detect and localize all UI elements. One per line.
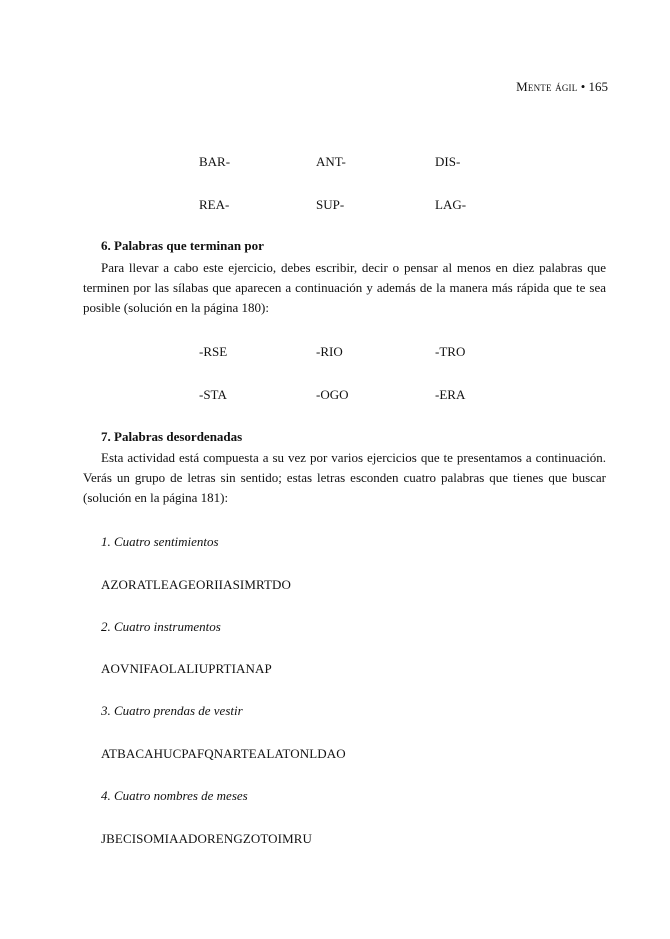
syllable: -STA [199, 387, 227, 402]
exercise-title: 1. Cuatro sentimientos [101, 534, 219, 549]
scrambled-letters: JBECISOMIAADORENGZOTOIMRU [101, 831, 312, 846]
syllable-row [0, 387, 670, 405]
syllable: -TRO [435, 344, 466, 359]
syllable: LAG- [435, 197, 467, 212]
scrambled-letters: ATBACAHUCPAFQNARTEALATONLDAO [101, 746, 346, 761]
header-separator: • [580, 79, 586, 94]
syllable: DIS- [435, 154, 461, 169]
syllable-row [0, 197, 670, 215]
exercise-title: 3. Cuatro prendas de vestir [101, 703, 243, 718]
exercise-title: 4. Cuatro nombres de meses [101, 788, 248, 803]
section-7-heading: 7. Palabras desordenadas [101, 429, 243, 444]
syllable: BAR- [199, 154, 231, 169]
syllable: SUP- [316, 197, 345, 212]
syllable: -RSE [199, 344, 228, 359]
syllable: ANT- [316, 154, 346, 169]
scrambled-letters: AOVNIFAOLALIUPRTIANAP [101, 661, 272, 676]
section-6-heading: 6. Palabras que terminan por [101, 238, 264, 253]
section-6-paragraph: Para llevar a cabo este ejercicio, debes escribir, decir o pensar al menos en diez palabras que terminen por las sílabas que aparecen a continuación y además de la manera más rápida que te sea posible (solución en la página 180): [83, 260, 606, 315]
section-7-paragraph: Esta actividad está compuesta a su vez por varios ejercicios que te presentamos a continuación. Verás un grupo de letras sin sentido; estas letras esconden cuatro palabras que tienes que buscar (solución en la página 181): [83, 450, 606, 505]
running-title: Mente ágil [516, 79, 578, 94]
syllable: -ERA [435, 387, 466, 402]
syllable-row [0, 154, 670, 172]
syllable-row [0, 344, 670, 362]
running-header [516, 79, 608, 95]
syllable: REA- [199, 197, 230, 212]
exercise-title: 2. Cuatro instrumentos [101, 619, 221, 634]
scrambled-letters: AZORATLEAGEORIIASIMRTDO [101, 577, 292, 592]
syllable: -RIO [316, 344, 343, 359]
syllable: -OGO [316, 387, 349, 402]
page-number: 165 [588, 79, 608, 94]
